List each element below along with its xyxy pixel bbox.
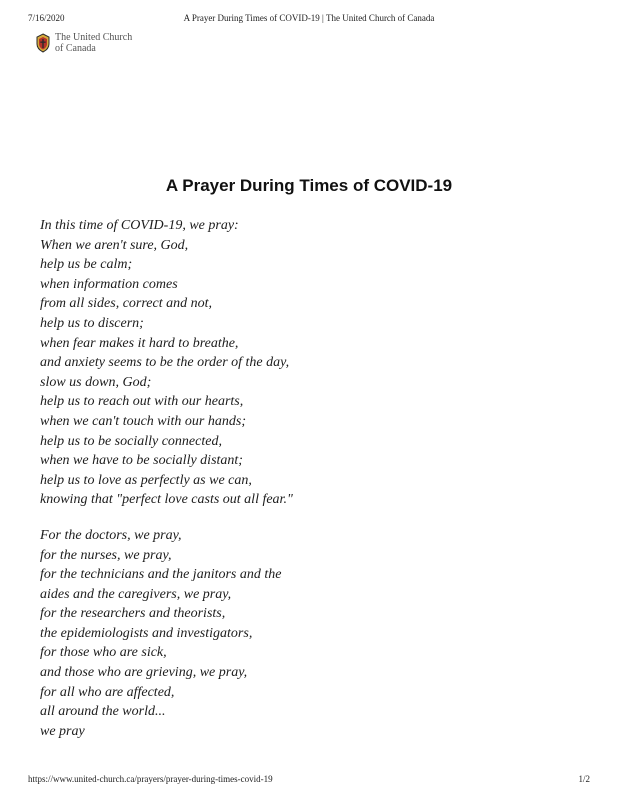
prayer-line: When we aren't sure, God, bbox=[40, 237, 189, 253]
prayer-line: all around the world... bbox=[40, 704, 166, 720]
logo-text bbox=[55, 32, 132, 54]
prayer-line: help us be calm; bbox=[40, 257, 133, 273]
prayer-line: we pray bbox=[40, 723, 85, 739]
church-logo[interactable] bbox=[36, 32, 132, 54]
prayer-line: when information comes bbox=[40, 276, 178, 292]
prayer-line: and anxiety seems to be the order of the day, bbox=[40, 355, 290, 371]
stanza-1 bbox=[40, 216, 580, 510]
logo-line-2: of Canada bbox=[55, 43, 96, 54]
page-title: A Prayer During Times of COVID-19 bbox=[165, 176, 453, 195]
prayer-line: from all sides, correct and not, bbox=[40, 296, 213, 312]
prayer-line: when we can't touch with our hands; bbox=[40, 413, 246, 429]
stanza-2 bbox=[40, 526, 580, 742]
prayer-line: help us to love as perfectly as we can, bbox=[40, 472, 252, 488]
print-page-title: A Prayer During Times of COVID-19 | The United Church of Canada bbox=[183, 13, 435, 23]
prayer-line: In this time of COVID-19, we pray: bbox=[40, 218, 239, 233]
prayer-text bbox=[40, 216, 580, 741]
print-date: 7/16/2020 bbox=[28, 13, 65, 23]
prayer-line: and those who are grieving, we pray, bbox=[40, 665, 248, 681]
prayer-line: when we have to be socially distant; bbox=[40, 453, 243, 469]
page-url: https://www.united-church.ca/prayers/prayer-during-times-covid-19 bbox=[28, 774, 273, 784]
prayer-line: help us to be socially connected, bbox=[40, 433, 222, 449]
prayer-line: knowing that "perfect love casts out all fear." bbox=[40, 492, 293, 508]
prayer-line: for those who are sick, bbox=[40, 645, 167, 661]
prayer-line: when fear makes it hard to breathe, bbox=[40, 335, 239, 351]
prayer-line: for the researchers and theorists, bbox=[40, 606, 226, 622]
page-number: 1/2 bbox=[578, 774, 590, 784]
prayer-line: help us to reach out with our hearts, bbox=[40, 394, 244, 410]
prayer-line: for the nurses, we pray, bbox=[40, 547, 172, 563]
prayer-line: aides and the caregivers, we pray, bbox=[40, 586, 232, 602]
logo-line-1: The United Church bbox=[55, 32, 133, 43]
prayer-line: For the doctors, we pray, bbox=[40, 527, 182, 543]
prayer-line: the epidemiologists and investigators, bbox=[40, 625, 253, 641]
church-crest-icon bbox=[36, 33, 50, 53]
prayer-line: for the technicians and the janitors and the bbox=[40, 567, 282, 583]
prayer-line: slow us down, God; bbox=[40, 374, 152, 390]
prayer-line: help us to discern; bbox=[40, 315, 144, 331]
prayer-line: for all who are affected, bbox=[40, 684, 175, 700]
